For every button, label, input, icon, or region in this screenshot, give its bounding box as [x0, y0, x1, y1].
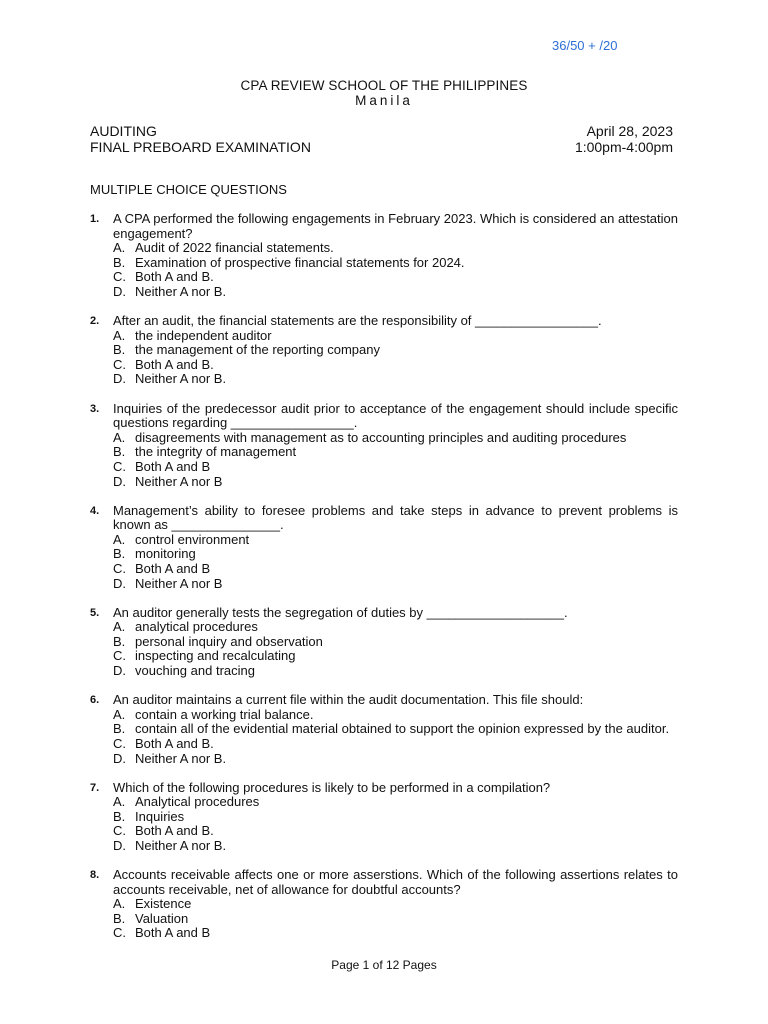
subject-title: AUDITING [90, 123, 157, 139]
option-letter: D. [113, 371, 126, 387]
option-text: Valuation [135, 910, 189, 926]
question-stem [90, 868, 678, 897]
option-letter: B. [113, 254, 126, 270]
question-number: 6. [90, 694, 100, 707]
question-stem [90, 212, 678, 241]
answer-option [90, 358, 678, 373]
option-text: Both A and B [135, 458, 211, 474]
option-text: the independent auditor [135, 327, 272, 343]
answer-option [90, 533, 678, 548]
option-letter: D. [113, 663, 126, 679]
answer-option [90, 926, 678, 941]
option-text: Examination of prospective financial statements for 2024. [135, 254, 465, 270]
question-item [90, 606, 678, 679]
answer-option [90, 256, 678, 271]
option-text: control environment [135, 531, 250, 547]
option-text: contain a working trial balance. [135, 706, 314, 722]
option-letter: A. [113, 240, 126, 256]
option-text: monitoring [135, 546, 196, 562]
question-number: 4. [90, 504, 100, 517]
answer-option [90, 824, 678, 839]
question-stem [90, 402, 678, 431]
question-text: Accounts receivable affects one or more asserstions. Which of the following assertions relates to accounts receivable, net of allowance for doubtful accounts? [113, 867, 678, 897]
question-item [90, 693, 678, 766]
option-text: vouching and tracing [135, 663, 255, 679]
answer-option [90, 649, 678, 664]
answer-option [90, 620, 678, 635]
question-item [90, 504, 678, 592]
option-text: the integrity of management [135, 444, 297, 460]
option-letter: A. [113, 429, 126, 445]
score-annotation: 36/50 + /20 [552, 38, 618, 53]
answer-option [90, 577, 678, 592]
exam-title: FINAL PREBOARD EXAMINATION [90, 139, 311, 155]
option-text: the management of the reporting company [135, 342, 380, 358]
option-letter: D. [113, 837, 126, 853]
answer-option [90, 635, 678, 650]
question-item [90, 402, 678, 490]
question-number: 7. [90, 781, 100, 794]
question-item [90, 868, 678, 941]
answer-option [90, 752, 678, 767]
option-letter: A. [113, 896, 126, 912]
question-text: Which of the following procedures is likely to be performed in a compilation? [113, 779, 551, 795]
option-text: disagreements with management as to accounting principles and auditing procedures [135, 429, 627, 445]
question-number: 2. [90, 315, 100, 328]
header-row-subject [90, 123, 673, 139]
question-number: 3. [90, 402, 100, 415]
answer-option [90, 810, 678, 825]
option-letter: A. [113, 531, 126, 547]
option-text: Both A and B [135, 560, 211, 576]
page-footer: Page 1 of 12 Pages [331, 958, 437, 972]
option-letter: A. [113, 619, 126, 635]
answer-option [90, 664, 678, 679]
answer-option [90, 270, 678, 285]
option-letter: B. [113, 910, 126, 926]
option-letter: B. [113, 721, 126, 737]
answer-option [90, 737, 678, 752]
option-letter: B. [113, 633, 126, 649]
option-text: Audit of 2022 financial statements. [135, 240, 334, 256]
section-title: MULTIPLE CHOICE QUESTIONS [90, 182, 287, 197]
answer-option [90, 562, 678, 577]
option-text: contain all of the evidential material obtained to support the opinion expressed by the auditor. [135, 721, 670, 737]
question-text: After an audit, the financial statements are the responsibility of _________________. [113, 313, 602, 329]
option-letter: C. [113, 458, 126, 474]
answer-option [90, 795, 678, 810]
question-stem [90, 314, 678, 329]
answer-option [90, 445, 678, 460]
option-letter: A. [113, 706, 126, 722]
option-text: Analytical procedures [135, 794, 260, 810]
option-text: Both A and B. [135, 735, 214, 751]
question-text: A CPA performed the following engagements in February 2023. Which is considered an attestation engagement? [113, 211, 678, 241]
option-letter: C. [113, 269, 126, 285]
option-text: Neither A nor B. [135, 750, 227, 766]
option-text: inspecting and recalculating [135, 648, 296, 664]
option-letter: B. [113, 342, 126, 358]
answer-option [90, 475, 678, 490]
option-text: Neither A nor B. [135, 837, 227, 853]
question-stem [90, 504, 678, 533]
answer-option [90, 431, 678, 446]
question-number: 5. [90, 606, 100, 619]
answer-option [90, 912, 678, 927]
option-letter: B. [113, 444, 126, 460]
option-text: Both A and B. [135, 269, 214, 285]
answer-option [90, 547, 678, 562]
question-item [90, 314, 678, 387]
question-list [90, 212, 678, 956]
option-letter: C. [113, 925, 126, 941]
option-text: Existence [135, 896, 192, 912]
option-letter: D. [113, 473, 126, 489]
answer-option [90, 708, 678, 723]
option-text: Inquiries [135, 808, 185, 824]
option-text: Both A and B. [135, 823, 214, 839]
question-number: 8. [90, 869, 100, 882]
answer-option [90, 329, 678, 344]
option-letter: D. [113, 575, 126, 591]
option-text: analytical procedures [135, 619, 258, 635]
question-text: Management’s ability to foresee problems and take steps in advance to prevent problems is known as _______________. [113, 502, 678, 533]
answer-option [90, 241, 678, 256]
answer-option [90, 897, 678, 912]
school-name: CPA REVIEW SCHOOL OF THE PHILIPPINES [240, 78, 528, 93]
answer-option [90, 285, 678, 300]
question-number: 1. [90, 213, 100, 225]
option-letter: A. [113, 327, 126, 343]
question-text: Inquiries of the predecessor audit prior to acceptance of the engagement should include specific questions regarding _________________. [113, 400, 678, 431]
option-letter: B. [113, 808, 126, 824]
option-text: Neither A nor B [135, 473, 223, 489]
option-text: Neither A nor B [135, 575, 223, 591]
exam-date: April 28, 2023 [586, 123, 673, 139]
question-stem [90, 606, 678, 621]
answer-option [90, 722, 678, 737]
question-item [90, 212, 678, 300]
option-letter: C. [113, 735, 126, 751]
option-letter: C. [113, 823, 126, 839]
question-stem [90, 693, 678, 708]
question-text: An auditor generally tests the segregation of duties by ___________________. [113, 604, 568, 620]
option-text: Neither A nor B. [135, 283, 227, 299]
header-row-exam [90, 139, 673, 155]
question-stem [90, 781, 678, 796]
option-letter: C. [113, 648, 126, 664]
question-item [90, 781, 678, 854]
school-city: Manila [355, 93, 413, 108]
option-letter: A. [113, 794, 126, 810]
option-letter: B. [113, 546, 126, 562]
option-letter: C. [113, 560, 126, 576]
option-text: personal inquiry and observation [135, 633, 323, 649]
option-text: Neither A nor B. [135, 371, 227, 387]
answer-option [90, 372, 678, 387]
option-letter: C. [113, 356, 126, 372]
option-text: Both A and B [135, 925, 211, 941]
exam-time: 1:00pm-4:00pm [574, 139, 673, 155]
option-text: Both A and B. [135, 356, 214, 372]
answer-option [90, 839, 678, 854]
option-letter: D. [113, 750, 126, 766]
answer-option [90, 343, 678, 358]
answer-option [90, 460, 678, 475]
option-letter: D. [113, 283, 126, 299]
question-text: An auditor maintains a current file within the audit documentation. This file should: [113, 692, 584, 708]
